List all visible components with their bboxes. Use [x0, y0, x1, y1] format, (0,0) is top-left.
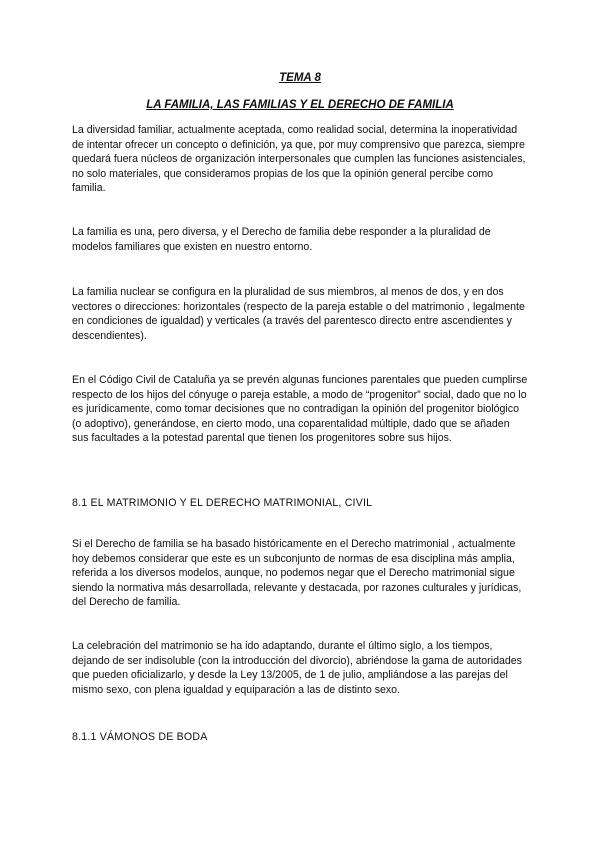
chapter-subtitle: LA FAMILIA, LAS FAMILIAS Y EL DERECHO DE FAMILIA — [146, 99, 454, 111]
paragraph: En el Código Civil de Cataluña ya se prevén algunas funciones parentales que pueden cumplirse respecto de los hijos del cónyuge o pareja estable, a modo de “progenitor” social, dado que no lo es jurídicamente, como tomar decisiones que no contradigan la opinión del progenitor biológico (o adoptivo), generándose, en cierto modo, una coparentalidad múltiple, dado que se añaden sus facultades a la potestad parental que tienen los progenitores sobre sus hijos. — [72, 374, 528, 445]
paragraph: La familia es una, pero diversa, y el Derecho de familia debe responder a la pluralidad de modelos familiares que existen en nuestro entorno. — [72, 226, 491, 253]
subsection-heading: 8.1.1 VÁMONOS DE BODA — [72, 731, 208, 743]
paragraph: Si el Derecho de familia se ha basado históricamente en el Derecho matrimonial , actualmente hoy debemos considerar que este es un subconjunto de normas de esa disciplina más amplia, referida a los diversos modelos, aunque, no podemos negar que el Derecho matrimonial sigue siendo la normativa más desarrollada, relevante y destacada, por razones culturales y jurídicas, del Derecho de familia. — [72, 538, 522, 609]
tema-title: TEMA 8 — [279, 72, 321, 84]
paragraph: La diversidad familiar, actualmente aceptada, como realidad social, determina la inoperatividad de intentar ofrecer un concepto o definición, ya que, por muy comprensivo que parezca, siempre quedará fuera núcleos de organización interpersonales que cumplen las funciones asistenciales, no solo materiales, que consideramos propias de los que la opinión general percibe como familia. — [72, 124, 526, 195]
section-heading: 8.1 EL MATRIMONIO Y EL DERECHO MATRIMONIAL, CIVIL — [72, 497, 373, 509]
paragraph: La celebración del matrimonio se ha ido adaptando, durante el último siglo, a los tiempos, dejando de ser indisoluble (con la introducción del divorcio), abriéndose la gama de autoridades que pueden oficializarlo, y desde la Ley 13/2005, de 1 de julio, ampliándose a las parejas del mismo sexo, con plena igualdad y equiparación a las de distinto sexo. — [72, 640, 522, 696]
paragraph: La familia nuclear se configura en la pluralidad de sus miembros, al menos de dos, y en dos vectores o direcciones: horizontales (respecto de la pareja estable o del matrimonio , legalmente en condiciones de igualdad) y verticales (a través del parentesco directo entre ascendientes y descendientes). — [72, 286, 525, 342]
